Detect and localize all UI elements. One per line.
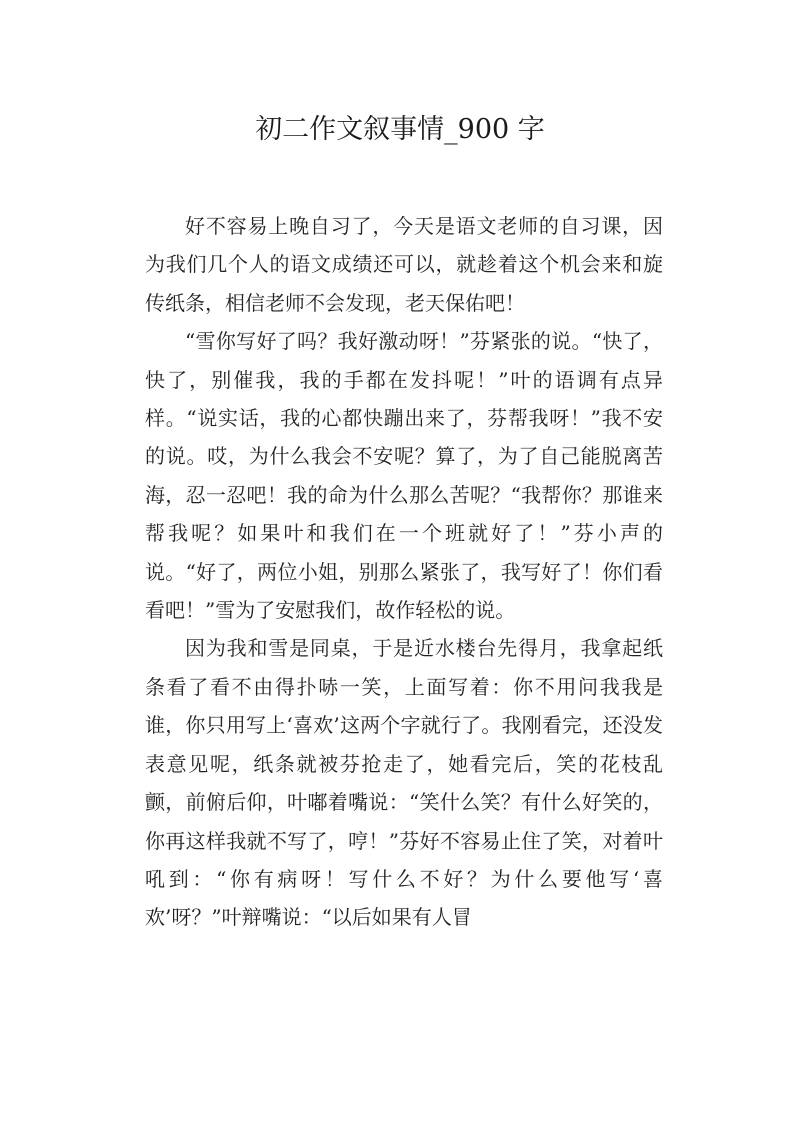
document-title: 初二作文叙事情_900 字: [255, 114, 545, 145]
paragraph-1: 好不容易上晚自习了，今天是语文老师的自习课，因为我们几个人的语文成绩还可以，就趁着这个机会来和旋传纸条，相信老师不会发现，老天保佑吧！: [145, 214, 663, 315]
document-body: [145, 207, 663, 937]
paragraph-3: 因为我和雪是同桌，于是近水楼台先得月，我拿起纸条看了看不由得扑哧一笑，上面写着：你不用问我我是谁，你只用写上‘喜欢’这两个字就行了。我刚看完，还没发表意见呢，纸条就被芬抢走了，她看完后，笑的花枝乱颤，前俯后仰，叶嘟着嘴说：“笑什么笑？有什么好笑的，你再这样我就不写了，哼！”芬好不容易止住了笑，对着叶吼到：“你有病呀！写什么不好？为什么要他写‘喜欢’呀？”叶辩嘴说：“以后如果有人冒: [145, 636, 663, 930]
paragraph-2: “雪你写好了吗？我好激动呀！”芬紧张的说。“快了，快了，别催我，我的手都在发抖呢！”叶的语调有点异样。“说实话，我的心都快蹦出来了，芬帮我呀！”我不安的说。哎，为什么我会不安呢？算了，为了自己能脱离苦海，忍一忍吧！我的命为什么那么苦呢？“我帮你？那谁来帮我呢？如果叶和我们在一个班就好了！”芬小声的说。“好了，两位小姐，别那么紧张了，我写好了！你们看看吧！”雪为了安慰我们，故作轻松的说。: [145, 329, 663, 623]
